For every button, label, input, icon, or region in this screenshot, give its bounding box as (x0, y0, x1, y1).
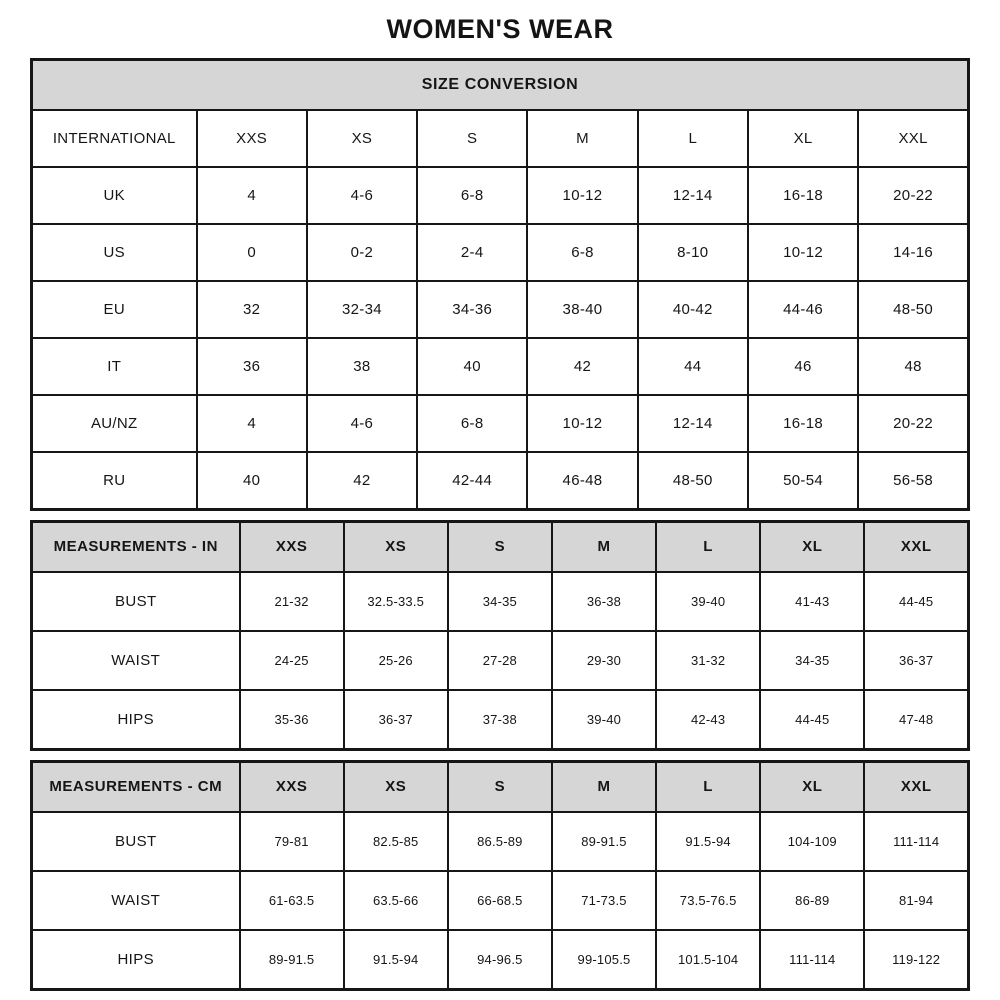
row-label-cell: AU/NZ (32, 395, 197, 452)
table-cell: 81-94 (864, 871, 968, 930)
table-cell: 32.5-33.5 (344, 572, 448, 631)
column-header: XXL (864, 761, 968, 812)
table-cell: 10-12 (748, 224, 858, 281)
table-row-it (32, 338, 969, 395)
table-cell: 94-96.5 (448, 930, 552, 989)
row-label-cell: EU (32, 281, 197, 338)
table-cell: 29-30 (552, 631, 656, 690)
column-header: XS (344, 761, 448, 812)
table-cell: 86.5-89 (448, 812, 552, 871)
table-cell: 40 (417, 338, 527, 395)
row-label-cell: US (32, 224, 197, 281)
column-header: XXL (864, 521, 968, 572)
table-cell: 0 (197, 224, 307, 281)
table-header-row (32, 60, 969, 111)
table-cell: 27-28 (448, 631, 552, 690)
row-label-cell: BUST (32, 812, 240, 871)
column-header: M (552, 761, 656, 812)
table-cell: 63.5-66 (344, 871, 448, 930)
table-cell: 21-32 (240, 572, 344, 631)
row-label-cell: UK (32, 167, 197, 224)
table-cell: 4 (197, 167, 307, 224)
table-cell: 42-43 (656, 690, 760, 749)
table-cell: 34-35 (448, 572, 552, 631)
table-cell: 47-48 (864, 690, 968, 749)
table-cell: 104-109 (760, 812, 864, 871)
table-cell: 79-81 (240, 812, 344, 871)
table-cell: 4 (197, 395, 307, 452)
table-cell: 42 (307, 452, 417, 509)
table-cell: 16-18 (748, 167, 858, 224)
table-cell: 48-50 (858, 281, 968, 338)
row-label-cell: INTERNATIONAL (32, 110, 197, 167)
table-row-us (32, 224, 969, 281)
table-cell: 32 (197, 281, 307, 338)
table-cell: 12-14 (638, 395, 748, 452)
table-cell: 46-48 (527, 452, 637, 509)
table-cell: XS (307, 110, 417, 167)
table-row-eu (32, 281, 969, 338)
table-row-ru (32, 452, 969, 509)
table-cell: 10-12 (527, 395, 637, 452)
measurements-cm-table (30, 760, 970, 991)
table-cell: 44 (638, 338, 748, 395)
table-row-waist-in (32, 631, 969, 690)
row-label-cell: HIPS (32, 930, 240, 989)
table-cell: 48 (858, 338, 968, 395)
table-cell: 2-4 (417, 224, 527, 281)
table-cell: 44-45 (864, 572, 968, 631)
measurements-in-header: MEASUREMENTS - IN (32, 521, 240, 572)
table-cell: 91.5-94 (656, 812, 760, 871)
table-row-hips-cm (32, 930, 969, 989)
table-cell: 89-91.5 (240, 930, 344, 989)
table-cell: 6-8 (527, 224, 637, 281)
column-header: XS (344, 521, 448, 572)
table-cell: 38 (307, 338, 417, 395)
table-row-international (32, 110, 969, 167)
table-header-row (32, 521, 969, 572)
table-cell: 99-105.5 (552, 930, 656, 989)
size-conversion-header: SIZE CONVERSION (32, 60, 969, 111)
table-row-waist-cm (32, 871, 969, 930)
row-label-cell: WAIST (32, 871, 240, 930)
page-title: WOMEN'S WEAR (386, 14, 614, 44)
table-cell: 36-37 (344, 690, 448, 749)
column-header: XXS (240, 761, 344, 812)
table-cell: 24-25 (240, 631, 344, 690)
table-cell: 44-45 (760, 690, 864, 749)
table-cell: 39-40 (656, 572, 760, 631)
table-row-bust-in (32, 572, 969, 631)
column-header: XL (760, 761, 864, 812)
table-cell: 42-44 (417, 452, 527, 509)
table-cell: 34-35 (760, 631, 864, 690)
column-header: M (552, 521, 656, 572)
measurements-in-table (30, 520, 970, 751)
table-cell: 20-22 (858, 167, 968, 224)
table-cell: 14-16 (858, 224, 968, 281)
table-cell: 36-37 (864, 631, 968, 690)
table-cell: 61-63.5 (240, 871, 344, 930)
table-cell: 6-8 (417, 395, 527, 452)
row-label-cell: HIPS (32, 690, 240, 749)
table-cell: XXS (197, 110, 307, 167)
row-label-cell: RU (32, 452, 197, 509)
table-row-bust-cm (32, 812, 969, 871)
table-cell: 111-114 (760, 930, 864, 989)
column-header: L (656, 521, 760, 572)
table-cell: 8-10 (638, 224, 748, 281)
table-cell: 6-8 (417, 167, 527, 224)
table-cell: 48-50 (638, 452, 748, 509)
table-cell: 66-68.5 (448, 871, 552, 930)
table-cell: 91.5-94 (344, 930, 448, 989)
column-header: S (448, 761, 552, 812)
table-cell: 111-114 (864, 812, 968, 871)
table-cell: 71-73.5 (552, 871, 656, 930)
table-cell: XL (748, 110, 858, 167)
table-cell: 16-18 (748, 395, 858, 452)
table-cell: 10-12 (527, 167, 637, 224)
table-cell: 42 (527, 338, 637, 395)
table-row-hips-in (32, 690, 969, 749)
table-cell: 36 (197, 338, 307, 395)
table-cell: 37-38 (448, 690, 552, 749)
column-header: XL (760, 521, 864, 572)
table-cell: 56-58 (858, 452, 968, 509)
table-cell: 41-43 (760, 572, 864, 631)
size-conversion-table (30, 58, 970, 511)
table-cell: L (638, 110, 748, 167)
table-cell: 89-91.5 (552, 812, 656, 871)
table-cell: 0-2 (307, 224, 417, 281)
table-cell: M (527, 110, 637, 167)
table-cell: 12-14 (638, 167, 748, 224)
table-cell: 40 (197, 452, 307, 509)
column-header: XXS (240, 521, 344, 572)
table-row-uk (32, 167, 969, 224)
table-cell: 25-26 (344, 631, 448, 690)
table-cell: 38-40 (527, 281, 637, 338)
table-cell: 31-32 (656, 631, 760, 690)
table-cell: 40-42 (638, 281, 748, 338)
table-cell: 36-38 (552, 572, 656, 631)
table-cell: 4-6 (307, 167, 417, 224)
table-row-aunz (32, 395, 969, 452)
table-cell: 50-54 (748, 452, 858, 509)
column-header: L (656, 761, 760, 812)
table-cell: 101.5-104 (656, 930, 760, 989)
table-cell: 46 (748, 338, 858, 395)
table-cell: 73.5-76.5 (656, 871, 760, 930)
table-cell: 4-6 (307, 395, 417, 452)
table-cell: 35-36 (240, 690, 344, 749)
row-label-cell: BUST (32, 572, 240, 631)
table-cell: 20-22 (858, 395, 968, 452)
table-cell: 86-89 (760, 871, 864, 930)
table-cell: 82.5-85 (344, 812, 448, 871)
table-cell: S (417, 110, 527, 167)
row-label-cell: WAIST (32, 631, 240, 690)
table-cell: 44-46 (748, 281, 858, 338)
table-cell: 39-40 (552, 690, 656, 749)
measurements-cm-header: MEASUREMENTS - CM (32, 761, 240, 812)
table-cell: 34-36 (417, 281, 527, 338)
table-cell: 119-122 (864, 930, 968, 989)
table-header-row (32, 761, 969, 812)
table-cell: XXL (858, 110, 968, 167)
table-cell: 32-34 (307, 281, 417, 338)
column-header: S (448, 521, 552, 572)
row-label-cell: IT (32, 338, 197, 395)
